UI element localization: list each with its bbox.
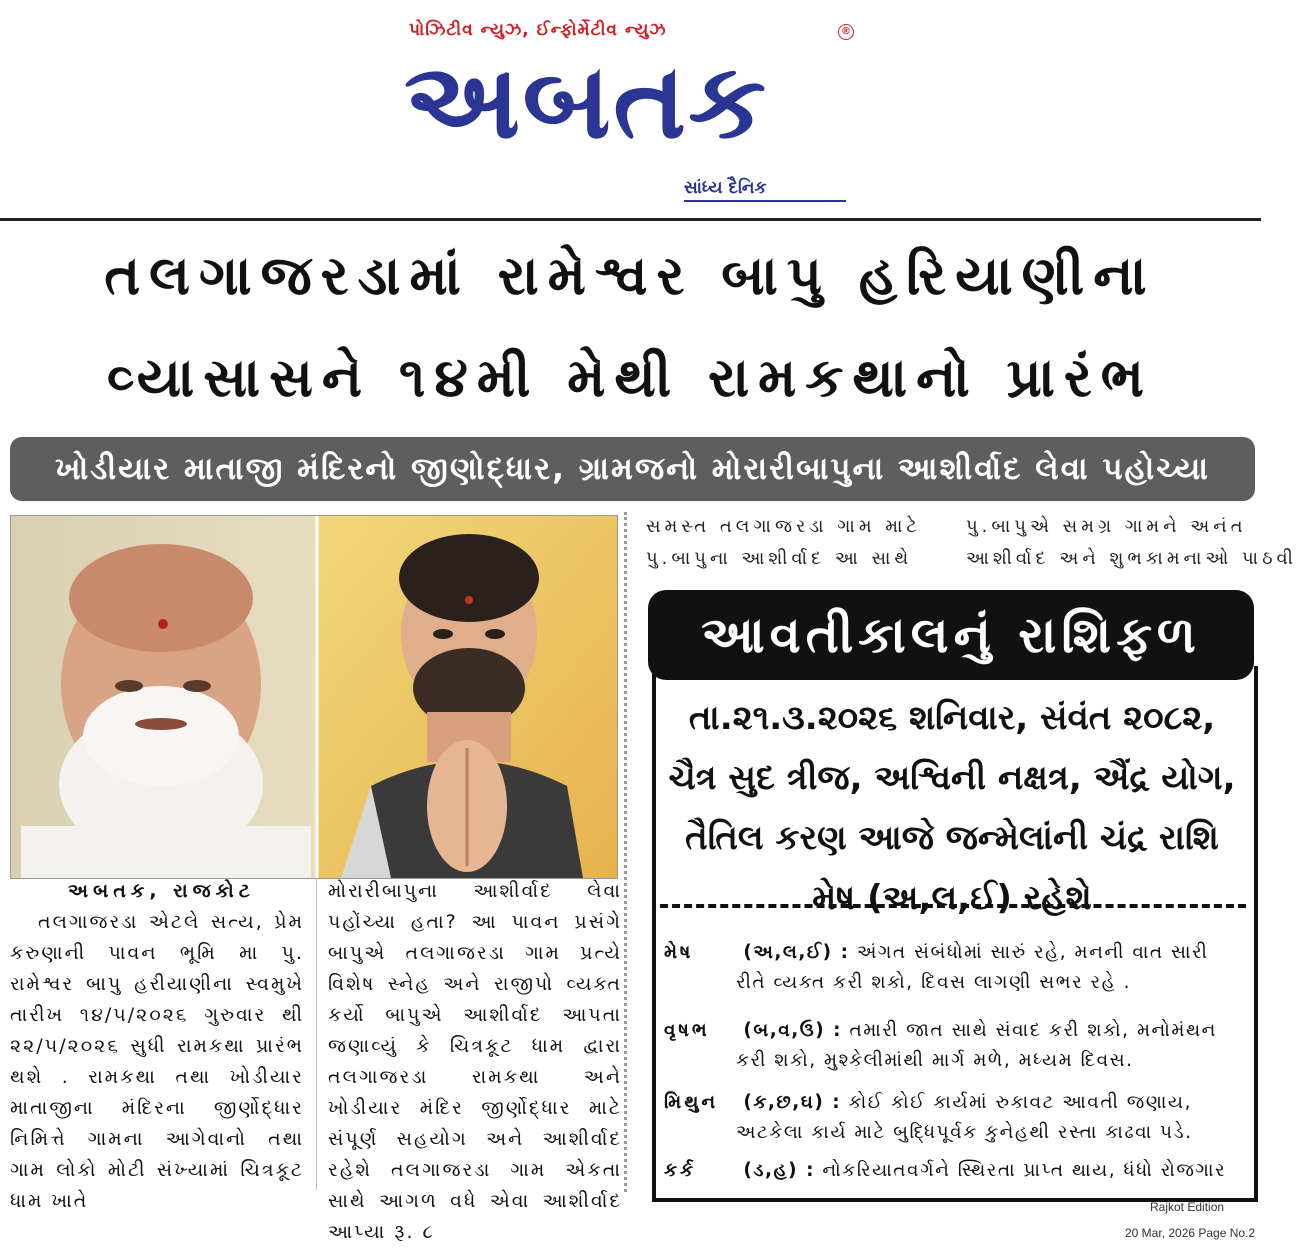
edition-label: Rajkot Edition (1150, 1200, 1225, 1214)
rashi-letters: (બ,વ,ઉ) : (743, 1020, 843, 1041)
article-continuation-line-1: સમસ્ત તલગાજરડા ગામ માટે (646, 516, 921, 537)
article-photo (10, 515, 618, 879)
rashi-name: મિથુન (664, 1092, 719, 1113)
rashifal-title: આવતીકાલનું રાશિફળ (701, 606, 1201, 664)
rashi-entry-vrushabh (664, 1016, 1244, 1076)
date-page-label: 20 Mar, 2026 Page No.2 (1125, 1226, 1256, 1240)
rashi-entry-kark (664, 1156, 1244, 1186)
vertical-dotted-divider (624, 512, 627, 1192)
article-continuation-line-4: આશીર્વાદ અને શુભકામનાઓ પાઠવી (966, 548, 1297, 569)
headline-line-1: તલગાજરડામાં રામેશ્વર બાપુ હરિયાણીના (104, 244, 1156, 307)
rashi-entry-mesh (664, 938, 1244, 998)
subheadline-banner: ખોડીયાર માતાજી મંદિરનો જીણોદ્ધાર, ગ્રામજનો મોરારીબાપુના આશીર્વાદ લેવા પહોચ્યા (10, 437, 1255, 501)
article-continuation-line-3: પુ.બાપુએ સમગ્ર ગામને અનંત (966, 516, 1247, 537)
rashifal-dashed-divider (660, 904, 1246, 908)
rashi-text-line-1: નોકરિયાતવર્ગને સ્થિરતા પ્રાપ્ત થાય, ધંધો રોજગાર (822, 1160, 1227, 1181)
rashi-text-line-2: અટકેલા કાર્ય માટે બુદ્ધિપૂર્વક કુનેહથી રસ્તા કાઢવા પડે. (736, 1122, 1193, 1143)
masthead-subtitle: સાંધ્ય દૈનિક (684, 178, 767, 198)
rashi-entry-mithun (664, 1088, 1244, 1148)
photo-illustration (11, 516, 617, 878)
article-column-2 (328, 876, 622, 1248)
rashi-text-line-2: કરી શકો, મુશ્કેલીમાંથી માર્ગ મળે, મધ્યમ દિવસ. (736, 1050, 1134, 1071)
article-continuation-line-2: પુ.બાપુના આશીર્વાદ આ સાથે (646, 548, 913, 569)
masthead-tagline: પોઝિટીવ ન્યુઝ, ઈન્ફોર્મેટીવ ન્યુઝ (409, 20, 667, 40)
headline-line-2: વ્યાસાસને ૧૪મી મેથી રામકથાનો પ્રારંભ (107, 346, 1153, 409)
rashi-letters: (ક,છ,ઘ) : (743, 1092, 842, 1113)
rashi-name: મેષ (664, 942, 694, 963)
rashi-text-line-2: રીતે વ્યક્ત કરી શકો, દિવસ લાગણી સભર રહે . (736, 972, 1132, 993)
subtitle-underline (684, 200, 846, 202)
rashi-name: વૃષભ (664, 1020, 710, 1041)
masthead-divider (0, 218, 1261, 221)
rashi-letters: (ડ,હ) : (743, 1160, 815, 1181)
article-dateline: અબતક, રાજકોટ (68, 880, 255, 902)
rashi-text-line-1: કોઈ કોઈ કાર્યમાં રુકાવટ આવતી જણાય, (848, 1092, 1192, 1113)
article-column-2-text: મોરારીબાપુના આશીર્વાદ લેવા પહોંચ્યા હતા? આ પાવન પ્રસંગે બાપુએ તલગાજરડા ગામ પ્રત્યે વિશેષ સ્નેહ અને રાજીપો વ્યક્ત કર્યો બાપુએ આશીર્વાદ આપતા જણાવ્યું કે ચિત્રકૂટ ધામ દ્વારા તલગાજરડા રામકથા અને ખોડીયાર મંદિર જીર્ણોદ્ધાર માટે સંપૂર્ણ સહયોગ અને આશીર્વાદ રહેશે તલગાજરડા ગામ એકતા સાથે આગળ વધે એવા આશીર્વાદ આપ્યા રૂ. ૮ (328, 880, 622, 1243)
rashifal-panchang: તા.૨૧.૩.૨૦૨૬ શનિવાર, સંવંત ૨૦૮૨, ચૈત્ર સુદ ત્રીજ, અશ્વિની નક્ષત્ર, ઐંદ્ર યોગ, તૈતિલ કરણ આજે જન્મેલાંની ચંદ્ર રાશિ મેષ (અ,લ,ઈ) રહેશે (668, 698, 1236, 918)
newspaper-logo: અબતક (404, 40, 769, 162)
rashi-letters: (અ,લ,ઈ) : (743, 942, 850, 963)
rashi-text-line-1: તમારી જાત સાથે સંવાદ કરી શકો, મનોમંથન (849, 1020, 1217, 1041)
column-divider (316, 878, 317, 1190)
rashi-name: કર્ક (664, 1160, 697, 1181)
registered-mark: ® (838, 24, 854, 40)
rashi-text-line-1: અંગત સંબંધોમાં સારું રહે, મનની વાત સારી (856, 942, 1209, 963)
article-column-1-text: તલગાજરડા એટલે સત્ય, પ્રેમ કરુણાની પાવન ભૂમિ મા પુ. રામેશ્વર બાપુ હરીયાણીના સ્વમુખે તારીખ ૧૪/૫/૨૦૨૬ ગુરુવાર થી ૨૨/૫/૨૦૨૬ સુધી રામકથા પ્રારંભ થશે . રામકથા તથા ખોડીયાર માતાજીના મંદિરના જીર્ણોદ્ધાર નિમિત્તે ગામના આગેવાનો તથા ગામ લોકો મોટી સંખ્યામાં ચિત્રકૂટ ધામ ખાતે (10, 911, 304, 1212)
article-column-1 (10, 876, 304, 1217)
